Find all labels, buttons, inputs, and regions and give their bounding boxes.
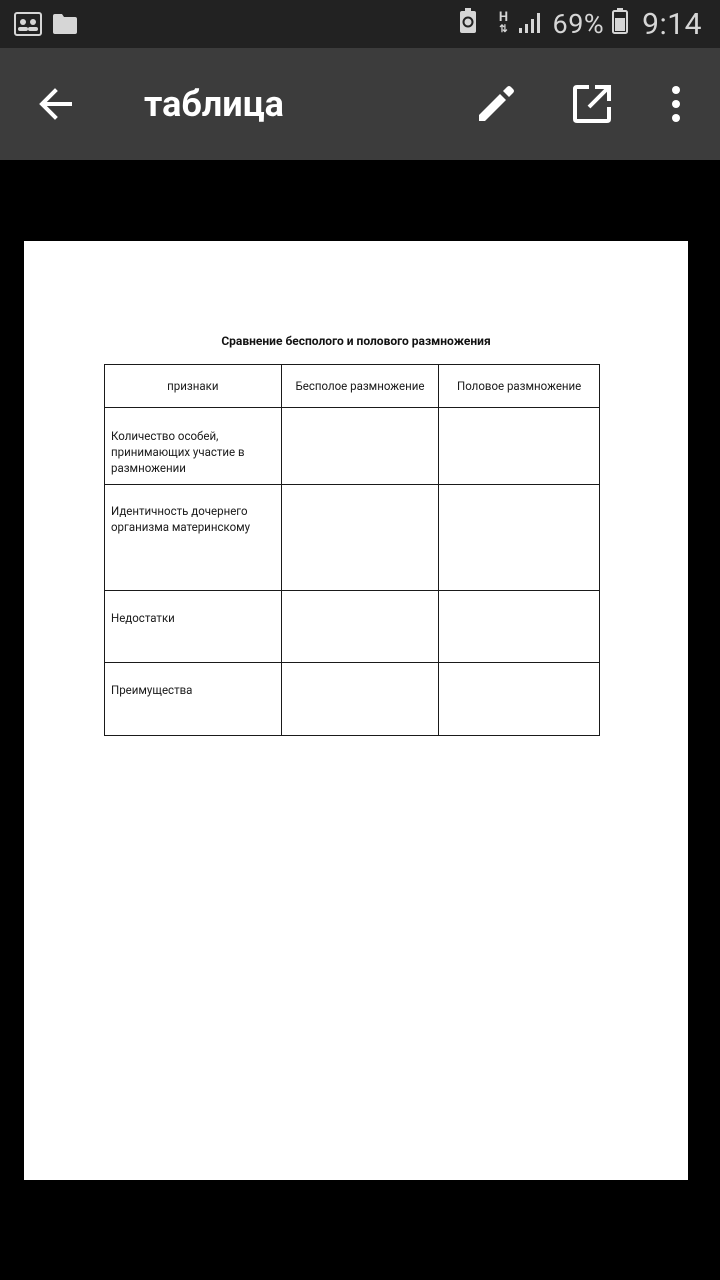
network-type-icon: H ⇅ <box>498 10 509 35</box>
app-bar <box>0 48 720 160</box>
header-cell: Половое размножение <box>439 365 600 408</box>
signal-icon <box>517 8 545 41</box>
table-cell <box>439 408 600 485</box>
document-title: таблица <box>144 83 284 125</box>
contacts-icon <box>14 12 42 40</box>
table-cell <box>281 663 439 736</box>
status-bar <box>0 0 720 48</box>
arrow-back-icon <box>34 82 78 126</box>
table-cell <box>439 663 600 736</box>
table-cell <box>281 591 439 663</box>
battery-icon <box>612 8 628 41</box>
row-label: Недостатки <box>105 591 282 663</box>
folder-icon <box>52 13 78 39</box>
more-vert-icon <box>654 82 698 126</box>
table-row <box>105 485 600 591</box>
pencil-icon <box>474 82 518 126</box>
table-cell <box>281 485 439 591</box>
table-cell <box>439 591 600 663</box>
clock: 9:14 <box>642 6 702 42</box>
battery-percent: 69% <box>552 8 605 40</box>
edit-button[interactable] <box>474 82 518 126</box>
more-options-button[interactable] <box>654 82 698 126</box>
open-in-new-icon <box>570 82 614 126</box>
table-cell <box>281 408 439 485</box>
table-cell <box>439 485 600 591</box>
network-type-label: H <box>498 10 509 25</box>
row-label: Идентичность дочернего организма материнскому <box>105 485 282 591</box>
document-page <box>24 241 688 1180</box>
open-external-button[interactable] <box>570 82 614 126</box>
header-cell: признаки <box>105 365 282 408</box>
row-label: Преимущества <box>105 663 282 736</box>
table-row <box>105 663 600 736</box>
back-button[interactable] <box>34 82 78 126</box>
table-row <box>105 591 600 663</box>
row-label: Количество особей, принимающих участие в размножении <box>105 408 282 485</box>
comparison-table <box>104 364 600 736</box>
header-cell: Бесполое размножение <box>281 365 439 408</box>
document-heading: Сравнение бесполого и полового размножения <box>221 334 491 348</box>
notification-icons <box>14 12 78 40</box>
system-indicators <box>459 0 702 48</box>
battery-saver-icon <box>459 8 477 41</box>
document-viewer[interactable] <box>0 160 720 1280</box>
table-row <box>105 408 600 485</box>
table-header-row <box>105 365 600 408</box>
